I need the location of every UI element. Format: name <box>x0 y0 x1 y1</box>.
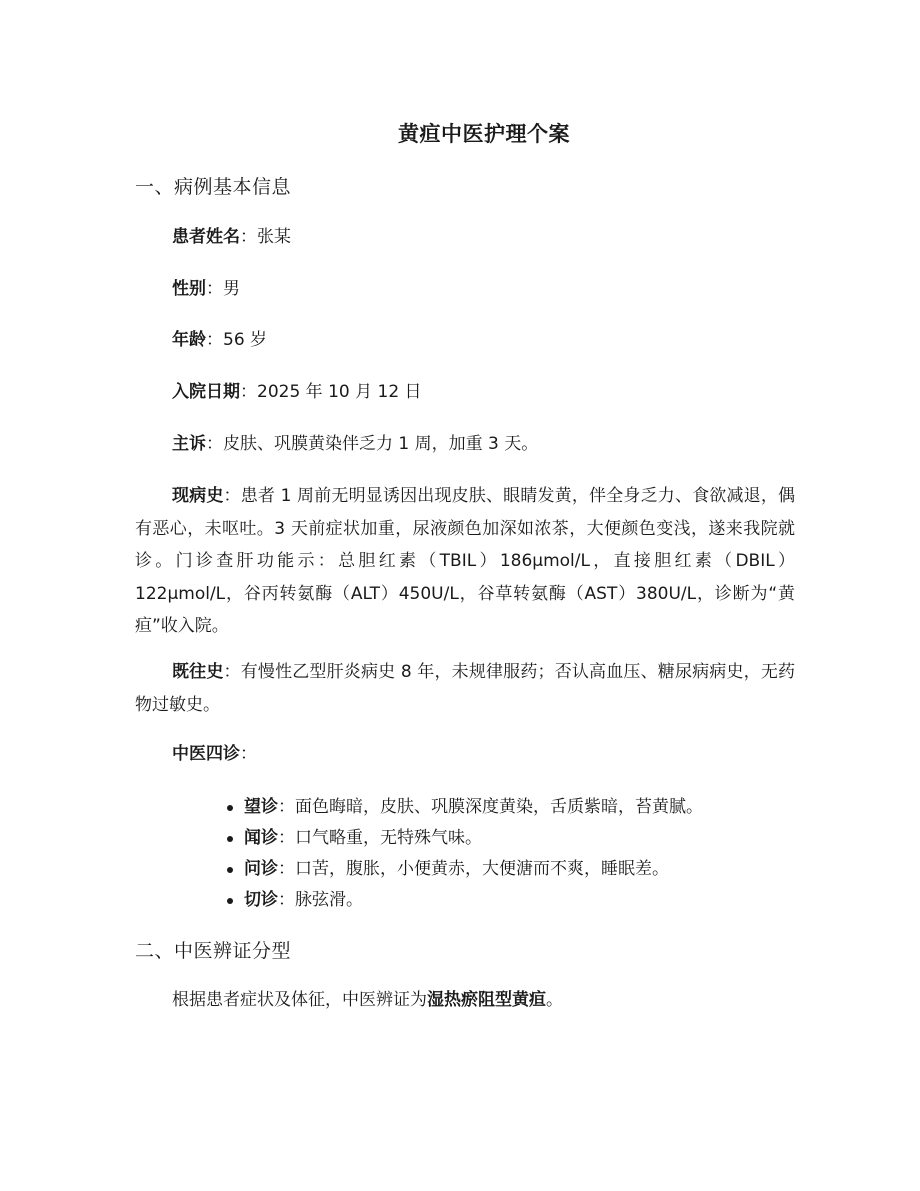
item-separator: ： <box>278 859 295 879</box>
paragraph-label: 现病史 <box>172 486 224 506</box>
item-value: 脉弦滑。 <box>295 890 363 910</box>
paragraph-syndrome-conclusion <box>172 988 563 1012</box>
conclusion-prefix: 根据患者症状及体征，中医辨证为 <box>172 990 427 1010</box>
field-label: 主诉 <box>172 434 206 454</box>
item-separator: ： <box>278 828 295 848</box>
item-label: 望诊 <box>244 797 278 817</box>
four-diagnosis-list <box>218 792 703 916</box>
list-item-palpation <box>218 885 703 916</box>
field-admission-date <box>172 380 422 404</box>
field-separator: ： <box>240 744 257 764</box>
paragraph-past-history <box>135 656 795 721</box>
item-value: 口苦，腹胀，小便黄赤，大便溏而不爽，睡眠差。 <box>295 859 669 879</box>
bullet-icon <box>227 836 233 842</box>
item-label: 切诊 <box>244 890 278 910</box>
item-value: 面色晦暗，皮肤、巩膜深度黄染，舌质紫暗，苔黄腻。 <box>295 797 703 817</box>
field-sex <box>172 277 240 301</box>
field-separator: ： <box>206 279 223 299</box>
section-heading-basic-info: 一、病例基本信息 <box>135 176 292 198</box>
field-four-diagnosis <box>172 742 257 766</box>
paragraph-label: 既往史 <box>172 662 224 682</box>
field-value: 男 <box>223 279 240 299</box>
list-item-inquiry <box>218 854 703 885</box>
field-chief-complaint <box>172 432 538 456</box>
section-heading-syndrome: 二、中医辨证分型 <box>135 940 292 962</box>
field-label: 年龄 <box>172 330 206 350</box>
field-separator: ： <box>240 227 257 247</box>
bullet-icon <box>227 898 233 904</box>
field-value: 张某 <box>257 227 291 247</box>
field-label: 患者姓名 <box>172 227 240 247</box>
bullet-icon <box>227 867 233 873</box>
bullet-icon <box>227 805 233 811</box>
field-value: 56 岁 <box>223 330 268 350</box>
paragraph-text: 患者 1 周前无明显诱因出现皮肤、眼睛发黄，伴全身乏力、食欲减退，偶有恶心，未呕吐。3 天前症状加重，尿液颜色加深如浓茶，大便颜色变浅，遂来我院就诊。门诊查肝功能示：总胆红素（TBIL）186μmol/L，直接胆红素（DBIL）122μmol/L，谷丙转氨酶（ALT）450U/L，谷草转氨酶（AST）380U/L，诊断为“黄疸”收入院。 <box>135 486 796 636</box>
paragraph-present-history <box>135 480 795 643</box>
item-label: 问诊 <box>244 859 278 879</box>
field-separator: ： <box>240 382 257 402</box>
item-value: 口气略重，无特殊气味。 <box>295 828 482 848</box>
field-separator: ： <box>206 330 223 350</box>
item-separator: ： <box>278 797 295 817</box>
document-title: 黄疸中医护理个案 <box>398 122 570 146</box>
list-item-listening <box>218 823 703 854</box>
field-patient-name <box>172 225 291 249</box>
item-separator: ： <box>278 890 295 910</box>
field-age <box>172 328 267 352</box>
field-value: 2025 年 10 月 12 日 <box>257 382 422 402</box>
item-label: 闻诊 <box>244 828 278 848</box>
conclusion-suffix: 。 <box>546 990 563 1010</box>
field-label: 中医四诊 <box>172 744 240 764</box>
list-item-inspection <box>218 792 703 823</box>
field-label: 入院日期 <box>172 382 240 402</box>
conclusion-diagnosis: 湿热瘀阻型黄疸 <box>427 990 546 1010</box>
paragraph-separator: ： <box>223 486 241 506</box>
field-value: 皮肤、巩膜黄染伴乏力 1 周，加重 3 天。 <box>223 434 539 454</box>
paragraph-text: 有慢性乙型肝炎病史 8 年，未规律服药；否认高血压、糖尿病病史，无药物过敏史。 <box>135 662 796 715</box>
field-label: 性别 <box>172 279 206 299</box>
paragraph-separator: ： <box>223 662 241 682</box>
field-separator: ： <box>206 434 223 454</box>
